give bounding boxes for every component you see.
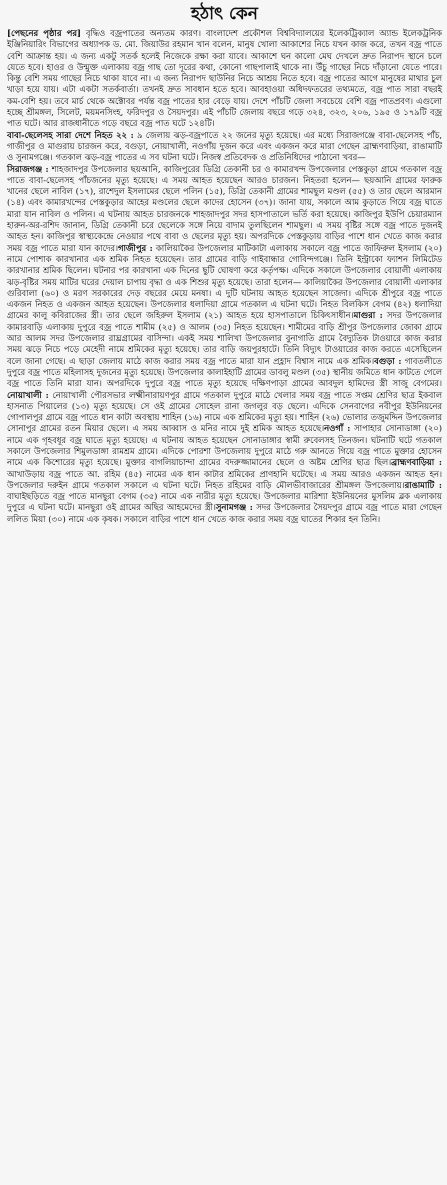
intro-text: বৃদ্ধিও বজ্রপাতের অন্যতম কারণ। বাংলাদেশ প্রকৌশল বিশ্ববিদ্যালয়ের ইলেকট্রিক্যাল অ্যান্ড ইলেকট্রনিক ইঞ্জিনিয়ারিং বিভাগের অধ্যাপক ড. মো. জিয়াউর রহমান খান বলেন, মানুষ খোলা আকাশের নিচে যখন কাজ করে, তখন বজ্র পাতে বেশি আক্রান্ত হয়। এ জন্য একটু সতর্ক হলেই নিজেকে রক্ষা করা যাবে। আকাশে ঘন কালো মেঘ দেখলে দ্রুত নিরাপদ স্থানে চলে যেতে হবে। হাওর ও উন্মুক্ত এলাকায় বজ্র গাছ তো দূরের কথা, কোনো গাছপালাই থাকে না। উঁচু গাছের নিচে দাঁড়ানো যেতে পারে। কিন্তু বেশি সময় গাছের নিচে থাকা যাবে না। এ জন্য নিরাপদ ছাউনির নিচে আশ্রয় নিতে হবে। বজ্র পাতের আগে মানুষের মাথার চুল খাড়া হয়ে যায়। এটা একটা সতর্কবার্তা। তখনই দ্রুত সাবধান হতে হবে। আবহাওয়া অধিদফতরের তথ্যমতে, বজ্র পাত সারা বছরই কম-বেশি হয়। তবে মার্চ থেকে অক্টোবর পর্যন্ত বজ্র পাতের হার বেড়ে যায়। দেশে পাঁচটি জেলা সবচেয়ে বেশি বজ্র পাতপ্রবণ। এগুলো হচ্ছে শ্রীমঙ্গল, সিলেট, ময়মনসিংহ, ফরিদপুর ও সৈয়দপুর। এই পাঁচটি জেলায় বছরে গড়ে ৩২৪, ৩২৩, ২০৬, ১৯৫ ও ১৭৯টি বজ্র পাত ঘটে। আর রাজধানীতে গড়ে বছরে বজ্র পাত ঘটে ১২৪টি। (7, 28, 442, 129)
district-tag-noakhali: নোয়াখালী : (7, 389, 49, 400)
district-text-noakhali: নোয়াখালী পৌরসভার লক্ষ্মীনারায়ণপুর গ্রামে গতকাল দুপুরে মাঠে খেলার সময় বজ্র পাতে সপ্তম শ্রেণির ছাত্র ইকবাল হাসনাত পিয়ালের (১৩) মৃত্যু হয়েছে। সে ওই গ্রামের সোহেল রানা জগলুর বড় ছেলে। এদিকে সেনবাগের নবীপুর ইউনিয়নের গোপালপুর গ্রামে বজ্র পাতে ধান কাটা অবস্থায় শাহিন (১৬) নামে এক শ্রমিকের মৃত্যু হয়। শাহিন (২৬) ভোলার তজুমদ্দিন উপজেলার সোনাপুর গ্রামের রতন মিয়ার ছেলে। এ সময় আব্বাস ও মনির নামে দুই শ্রমিক আহত হয়েছে। (7, 389, 443, 434)
summary-paragraph (7, 130, 442, 164)
district-tag-magura: মাগুরা : (353, 310, 383, 321)
district-text-magura: সদর উপজেলার কামারবাড়ি এলাকায় দুপুরে বজ্র পাতে শামীম (২৫) ও আলম (৩৫) নিহত হয়েছেন। শামীমের বাড়ি শ্রীপুর উপজেলার জোকা গ্রামে আর আলম সদর উপজেলার রাঘ্রগ্রামের বাসিন্দা। একই সময় শালিখা উপজেলার বুনাগাতি গ্রামে বৈদ্যুতিক টাওয়ারে কাজ করার সময় ঝড়ে নিচে পড়ে মেহেদী নামে শ্রমিকের মৃত্যু হয়েছে। তার বাড়ি জয়পুরহাটে। তিনি বিদ্যুৎ টাওয়ারের কাজ করতে এসেছিলেন বলে জানা গেছে। এ ছাড়া জেলায় মাঠে কাজ করার সময় বজ্র পাতে মারা যান প্রহ্লাদ বিশ্বাস নামে এক শ্রমিক। (7, 310, 442, 366)
district-tag-sirajganj: সিরাজগঞ্জ : (7, 163, 49, 174)
district-tag-gazipur: গাজীপুর : (118, 242, 153, 253)
district-reports (7, 164, 442, 526)
district-text-naogaon: সাপাহার সোনাডাঙ্গা (২০) নামে এক গৃহবধূর বজ্র ঘাতে মৃত্যু হয়েছে। এ ঘটনায় আহত হয়েছেন সোনাডাঙ্গার স্বামী রুবেলসহ তিনজন। ঘটনাটি ঘটে গতকাল সকালে উপজেলার শিমুলডাঙ্গা রামশ্রম গ্রামে। এদিকে পোরশা উপজেলায় দুপুরে মাঠে গরু আনতে গিয়ে বজ্র পাতে মুক্তার হোসেন নামে এক কিশোরের মৃত্যু হয়েছে। মুক্তার বাগলিয়াচান্দা গ্রামের বদরুজ্জামানের ছেলে ও অষ্টম শ্রেণির ছাত্র ছিল। (7, 423, 442, 468)
article-body (7, 28, 442, 525)
district-tag-bogura: বগুড়া : (374, 355, 402, 366)
district-tag-brahmanbaria: ব্রাহ্মণবাড়িয়া : (391, 457, 442, 468)
district-text-brahmanbaria: আখাউড়ায় বজ্র পাতে আ. রহিম (৪৫) নামের এক ধান কাটার শ্রমিকের প্রাণহানি ঘটেছে। এ সময় আরও একজন আহত হন। উপজেলার দরুইন গ্রামে গতকাল সকালে এ ঘটনা ঘটে। নিহত রহিমের বাড়ি মৌলভীবাজারের শ্রীমঙ্গল উপজেলায়। (7, 468, 442, 490)
district-tag-sunamganj: সুনামগঞ্জ : (215, 502, 253, 513)
summary-heading: বাবা-ছেলেসহ সারা দেশে নিহত ২২ : (7, 129, 134, 140)
district-text-gazipur: কালিয়াকৈর উপজেলার মাটিকাটা এলাকায় সকালে বজ্র পাতে জাফিরুল ইসলাম (২০) নামে পোশাক কারখানার এক শ্রমিক নিহত হয়েছেন। তার গ্রামের বাড়ি গাইবান্ধার গোবিন্দগঞ্জে। তিনি ইন্ট্রাকো ফ্যাশন লিমিটেড কারখানার শ্রমিক ছিলেন। ঘটনার পর কারখানা এক দিনের ছুটি ঘোষণা করে কর্তৃপক্ষ। এদিকে সকালে উপজেলার বোয়ালী এলাকায় ঝড়-বৃষ্টির সময় মাটির ঘরের দেয়াল চাপায় বৃদ্ধা ও এক শিশুর মৃত্যু হয়েছে। তারা হলেন— কালিয়াকৈর উপজেলার বোয়ালী এলাকার গুরিবালা (৬০) ও মরণ সরকারের দেড় বছরের মেয়ে মনষা। এ দুটি ঘটনায় আহত হয়েছেন সাজেদা। এদিকে শ্রীপুরে বজ্র পাতে একজন নিহত ও একজন আহত হয়েছেন। উপজেলার ধলাদিয়া গ্রামে গতকাল এ ঘটনা ঘটে। নিহত বিলকিস বেগম (৪২) ধলাদিয়া গ্রামের কালু কবিরাজের স্ত্রী। তার ছেলে জহিরুল ইসলাম (২১) আহত হয়ে হাসপাতালে চিকিৎসাধীন। (7, 242, 442, 321)
article-headline: হঠাৎ কেন (191, 4, 258, 24)
district-text-rangamati: বাঘাইছড়িতে বজ্র পাতে মানছুরা বেগম (৩৫) নামে এক নারীর মৃত্যু হয়েছে। উপজেলার মারিশ্যা ইউনিয়নের মুসলিম ব্লক এলাকায় দুপুরে এ ঘটনা ঘটে। মানছুরা ওই গ্রামের অছির আহমেদের স্ত্রী। (7, 491, 442, 513)
district-text-sunamganj: সদর উপজেলার সৈয়দপুর গ্রামে বজ্র পাতে মারা গেছেন ললিত মিয়া (৩০) নামে এক কৃষক। সকালে বাড়ির পাশে ধান খেতে কাজ করার সময় বজ্র ঘাতের শিকার হন তিনি। (7, 502, 442, 524)
district-tag-naogaon: নওগাঁ : (324, 423, 351, 434)
continued-from-tag: [পেছনের পৃষ্ঠার পর] (7, 28, 81, 38)
district-tag-rangamati: রাঙামাটি : (404, 479, 443, 490)
summary-text: ৯ জেলায় ঝড়-বজ্রপাতে ২২ জনের মৃত্যু হয়েছে। এর মধ্যে সিরাজগঞ্জে বাবা-ছেলেসহ পাঁচ, গাজীপুর ও মাগুরায় চারজন করে, বগুড়া, নোয়াখালী, নওগাঁয় দুজন করে এবং একজন করে মারা গেছেন ব্রাহ্মণবাড়িয়া, রাঙামাটি ও সুনামগঞ্জে। গতকাল ঝড়-বজ্র পাতের এ সব ঘটনা ঘটে। নিজস্ব প্রতিবেদক ও প্রতিনিধিদের পাঠানো খবর— (7, 129, 442, 163)
district-text-bogura: গাবতলীতে দুপুরে বজ্র পাতে মহিলাসহ দুজনের মৃত্যু হয়েছে। উপজেলার কালাইহাটি গ্রামের ডাবলু মণ্ডল (৩৫) স্থানীয় জমিতে ধান কাটতে গেলে বজ্র পাতে তিনি মারা যান। অপরদিকে দুপুরে বজ্র পাতে মৃত্যু হয়েছে দক্ষিণপাড়া গ্রামের আবদুল হামিদের স্ত্রী সাজু বেগমের। (7, 355, 442, 389)
intro-paragraph (7, 28, 442, 130)
district-text-sirajganj: শাহজাদপুর উপজেলার ছয়আনি, কাজিপুরের ডিগ্রি তেকানী চর ও কামারখন্দ উপজেলার পেস্তকুড়া গ্রামে গতকাল বজ্র পাতে বাবা-ছেলেসহ পাঁচজনের মৃত্যু হয়েছে। এ সময় আহত হয়েছেন আরও চারজন। নিহতরা হলেন— ছয়আনি গ্রামের ফারুক খানের ছেলে নাবিল (১৭), রাশেদুল ইসলামের ছেলে পলিন (১৫), ডিগ্রি তেকানী গ্রামের শামছুল মণ্ডল (৫৫) ও তার ছেলে আরমান (১৪) এবং কামারখন্দের পেস্তকুড়ার আহের মণ্ডলের ছেলে কাদের হোসেন (৩৭)। জানা যায়, সকালে আম কুড়াতে গিয়ে বজ্র ঘাতে মারা যান নাবিল ও পলিন। এ ঘটনায় আহত চারজনকে শাহজাদপুর সদর হাসপাতালে ভর্তি করা হয়েছে। কাজিপুর ইউপি চেয়ারম্যান হারুন-অর-রশিদ জানান, ডিগ্রি তেকানী চরে ছেলেকে সঙ্গে নিয়ে বাদাম তুলছিলেন শামছুল। এ সময় বৃষ্টির সঙ্গে বজ্র পাতে দুজনই আহত হন। কাজিপুর স্বাস্থ্যকেন্দ্রে নেওয়ার পথে বাবা ও ছেলের মৃত্যু হয়। অপরদিকে পেস্তকুড়ায় বাড়ির পাশে ধান খেতে কাজ করার সময় বজ্র পাতে মারা যান কাদের। (7, 163, 442, 253)
